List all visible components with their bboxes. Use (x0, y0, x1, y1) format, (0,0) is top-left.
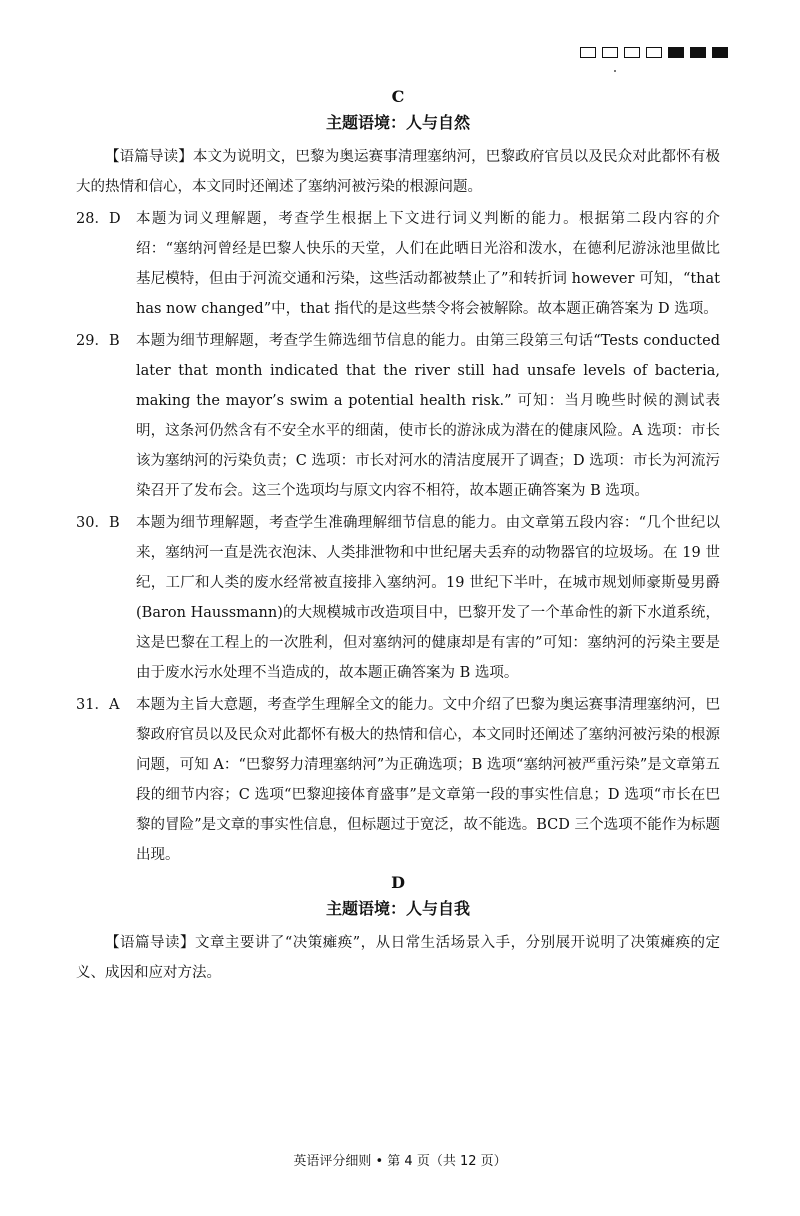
section-d-reading-guide: 【语篇导读】文章主要讲了“决策瘫痪”，从日常生活场景入手，分别展开说明了决策瘫痪的定义、成因和应对方法。 (76, 935, 720, 981)
filled-square-mark (690, 47, 706, 58)
answer-explanation: 本题为细节理解题，考查学生准确理解细节信息的能力。由文章第五段内容：“几个世纪以来，塞纳河一直是洗衣泡沫、人类排泄物和中世纪屠夫丢弃的动物器官的垃圾场。在 19 世纪，工厂和人类的废水经常被直接排入塞纳河。19 世纪下半叶，在城市规划师豪斯曼男爵(Baron Haussmann)的大规模城市改造项目中，巴黎开发了一个革命性的新下水道系统，这是巴黎在工程上的一次胜利，但对塞纳河的健康却是有害的”可知：塞纳河的污染主要是由于废水污水处理不当造成的，故本题正确答案为 B 选项。 (136, 515, 720, 681)
section-c-letter: C (391, 87, 405, 106)
answer-explanation: 本题为词义理解题，考查学生根据上下文进行词义判断的能力。根据第二段内容的介绍：“塞纳河曾经是巴黎人快乐的天堂，人们在此晒日光浴和泼水，在德利尼游泳池里做比基尼模特，但由于河流交通和污染，这些活动都被禁止了”和转折词 however 可知，“that has now changed”中，that 指代的是这些禁令将会被解除。故本题正确答案为 D 选项。 (136, 211, 720, 317)
scan-dot (614, 70, 616, 72)
filled-square-mark (668, 47, 684, 58)
answer-item-30 (76, 508, 720, 688)
empty-square-mark (624, 47, 640, 58)
answer-number: 29．B (76, 333, 120, 349)
page-footer: 英语评分细则 • 第 4 页（共 12 页） (293, 1154, 507, 1169)
page-content (76, 86, 720, 990)
answer-number: 30．B (76, 515, 120, 531)
answer-explanation: 本题为主旨大意题，考查学生理解全文的能力。文中介绍了巴黎为奥运赛事清理塞纳河，巴黎政府官员以及民众对此都怀有极大的热情和信心，本文同时还阐述了塞纳河被污染的根源问题，可知 A：“巴黎努力清理塞纳河”为正确选项；B 选项“塞纳河被严重污染”是文章第五段的细节内容；C 选项“巴黎迎接体育盛事”是文章第一段的事实性信息；D 选项“市长在巴黎的冒险”是文章的事实性信息，但标题过于宽泛，故不能选。BCD 三个选项不能作为标题出现。 (136, 697, 720, 863)
answer-item-28 (76, 204, 720, 324)
answer-item-31 (76, 690, 720, 870)
filled-square-mark (712, 47, 728, 58)
answer-item-29 (76, 326, 720, 506)
section-d-letter: D (391, 873, 405, 892)
answer-number: 28．D (76, 211, 121, 227)
empty-square-mark (580, 47, 596, 58)
answer-number: 31．A (76, 697, 120, 713)
section-c-theme: 主题语境：人与自然 (325, 113, 470, 132)
empty-square-mark (646, 47, 662, 58)
answer-explanation: 本题为细节理解题，考查学生筛选细节信息的能力。由第三段第三句话“Tests conducted later that month indicated that the river still had unsafe levels of bacteria, making the mayor’s swim a potential health risk.” 可知：当月晚些时候的测试表明，这条河仍然含有不安全水平的细菌，使市长的游泳成为潜在的健康风险。A 选项：市长该为塞纳河的污染负责；C 选项：市长对河水的清洁度展开了调查；D 选项：市长为河流污染召开了发布会。这三个选项均与原文内容不相符，故本题正确答案为 B 选项。 (136, 333, 720, 499)
empty-square-mark (602, 47, 618, 58)
section-d-theme: 主题语境：人与自我 (325, 899, 470, 918)
section-c-reading-guide: 【语篇导读】本文为说明文，巴黎为奥运赛事清理塞纳河，巴黎政府官员以及民众对此都怀有极大的热情和信心，本文同时还阐述了塞纳河被污染的根源问题。 (76, 149, 720, 195)
print-registration-marks (580, 47, 728, 58)
